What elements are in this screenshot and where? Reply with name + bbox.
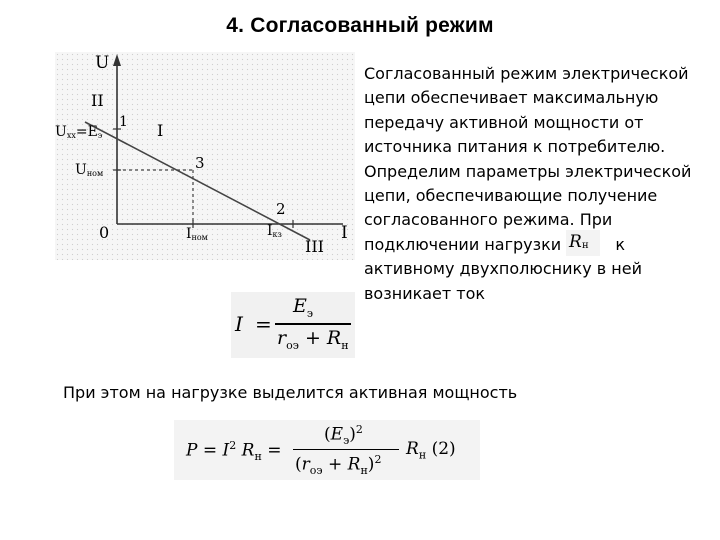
y-axis-arrow <box>113 54 121 66</box>
point-label-3: 3 <box>195 154 205 172</box>
paragraph-part-1: Согласованный режим электрической цепи обеспечивает максимальную передачу активной мощности от источника питания к потребителю. Определим параметры электрической цепи, обеспечивающие получение согласованного режима. При подключении нагрузки <box>364 64 692 254</box>
power-formula: $P = I^2$ $R_н$ = $(E_э)^2$ $(r_{оэ} + R_н)^2$ $R_н$ (2) <box>174 420 480 480</box>
current-formula: I = $E_э$ $r_{оэ} + R_н$ <box>231 292 355 358</box>
characteristic-line <box>85 122 310 240</box>
i-kz-label: Iкз <box>267 223 282 239</box>
i-nom-label: Iном <box>186 226 208 242</box>
region-label-I: I <box>157 121 164 140</box>
u-xx-label: Uхх=Eэ <box>55 124 103 140</box>
origin-label: 0 <box>99 223 110 242</box>
u-nom-label: Uном <box>75 162 104 178</box>
y-axis-label: U <box>95 53 110 73</box>
load-resistance-symbol: R н <box>566 230 600 256</box>
power-sentence: При этом на нагрузке выделится активная мощность <box>63 383 518 402</box>
region-label-II: II <box>91 91 104 110</box>
region-label-III: III <box>305 237 324 256</box>
description-paragraph <box>364 62 709 306</box>
load-characteristic-graph <box>55 52 355 260</box>
slide-title: 4. Согласованный режим <box>226 14 494 37</box>
x-axis-label: I <box>341 223 348 243</box>
paragraph-part-2: к активному двухполюснику в ней возникает ток <box>364 234 642 303</box>
point-label-2: 2 <box>276 200 286 218</box>
point-label-1: 1 <box>119 114 128 130</box>
